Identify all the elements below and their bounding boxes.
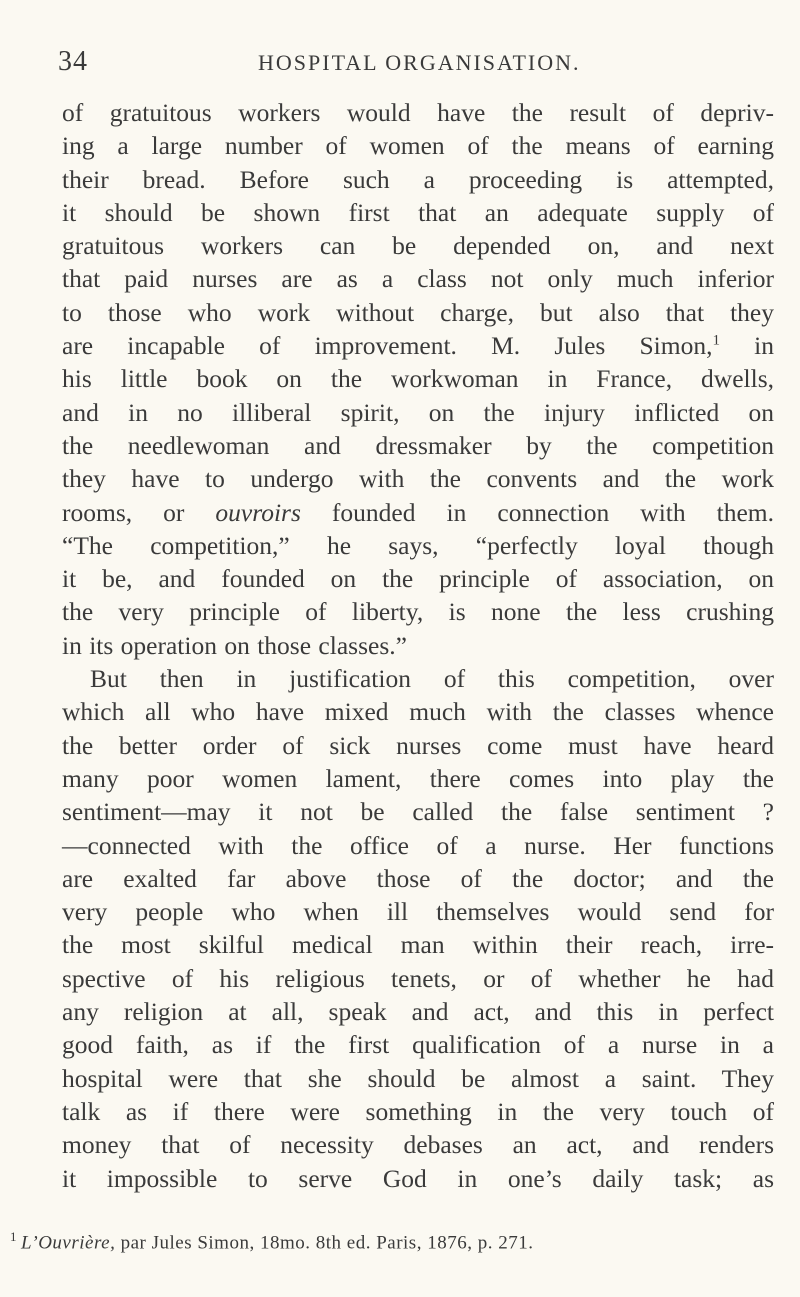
- text-line: it be, and founded on the principle of association, on: [62, 564, 774, 594]
- text-line: are exalted far above those of the doctor; and the: [62, 863, 774, 893]
- text-line: in its operation on those classes.”: [62, 630, 407, 660]
- text-line: good faith, as if the first qualification of a nurse in a: [62, 1030, 774, 1060]
- text-line: any religion at all, speak and act, and this in perfect: [62, 997, 774, 1027]
- text-line: the most skilful medical man within their reach, irre-: [62, 930, 774, 960]
- footnote-title: L’Ouvrière,: [21, 1232, 116, 1254]
- text-line: they have to undergo with the convents and the work: [62, 464, 774, 494]
- text-line: and in no illiberal spirit, on the injury inflicted on: [62, 397, 774, 427]
- text-line: of gratuitous workers would have the result of depriv-: [62, 98, 774, 127]
- line-text: in: [719, 331, 774, 361]
- page-header: [58, 44, 770, 84]
- line-text: are incapable of improvement. M. Jules Simon,: [62, 331, 713, 361]
- text-line: to those who work without charge, but also that they: [62, 297, 774, 327]
- text-line: sentiment—may it not be called the false sentiment ?: [62, 797, 774, 827]
- text-line: it should be shown first that an adequate supply of: [62, 197, 774, 227]
- footnote-mark: 1: [10, 1229, 17, 1244]
- text-line: that paid nurses are as a class not only much inferior: [62, 264, 774, 294]
- body-text: [62, 96, 774, 1195]
- text-line: “The competition,” he says, “perfectly loyal though: [62, 530, 774, 560]
- text-line: his little book on the workwoman in France, dwells,: [62, 364, 774, 394]
- text-line: money that of necessity debases an act, and renders: [62, 1130, 774, 1160]
- footnote-details: par Jules Simon, 18mo. 8th ed. Paris, 1876, p. 271.: [115, 1232, 534, 1254]
- paragraph-first-line: But then in justification of this competition, over: [90, 664, 774, 694]
- text-line: it impossible to serve God in one’s daily task; as: [62, 1163, 774, 1193]
- line-text: founded in connection with them.: [300, 497, 774, 527]
- text-line: their bread. Before such a proceeding is attempted,: [62, 164, 774, 194]
- text-line-with-italic: [62, 496, 774, 529]
- text-line: gratuitous workers can be depended on, and next: [62, 231, 774, 261]
- text-line: the very principle of liberty, is none the less crushing: [62, 597, 774, 627]
- text-line: many poor women lament, there comes into play the: [62, 763, 774, 793]
- text-line: which all who have mixed much with the classes whence: [62, 697, 774, 727]
- text-line: the needlewoman and dressmaker by the competition: [62, 430, 774, 460]
- text-line: spective of his religious tenets, or of whether he had: [62, 963, 774, 993]
- line-text: rooms, or: [62, 497, 216, 527]
- text-line: talk as if there were something in the very touch of: [62, 1096, 774, 1126]
- text-line: ing a large number of women of the means of earning: [62, 131, 774, 161]
- footnote-reference[interactable]: 1: [712, 332, 720, 349]
- text-line: —connected with the office of a nurse. Her functions: [62, 830, 774, 860]
- footnote: [10, 1229, 533, 1254]
- running-title: HOSPITAL ORGANISATION.: [258, 50, 581, 75]
- italic-term: ouvroirs: [215, 497, 301, 527]
- page-number: 34: [58, 46, 88, 77]
- text-line: the better order of sick nurses come must have heard: [62, 730, 774, 760]
- book-page: [58, 44, 774, 1193]
- text-line: hospital were that she should be almost a saint. They: [62, 1063, 774, 1093]
- text-line: very people who when ill themselves would send for: [62, 897, 774, 927]
- text-line-with-footnote-ref: [62, 329, 774, 362]
